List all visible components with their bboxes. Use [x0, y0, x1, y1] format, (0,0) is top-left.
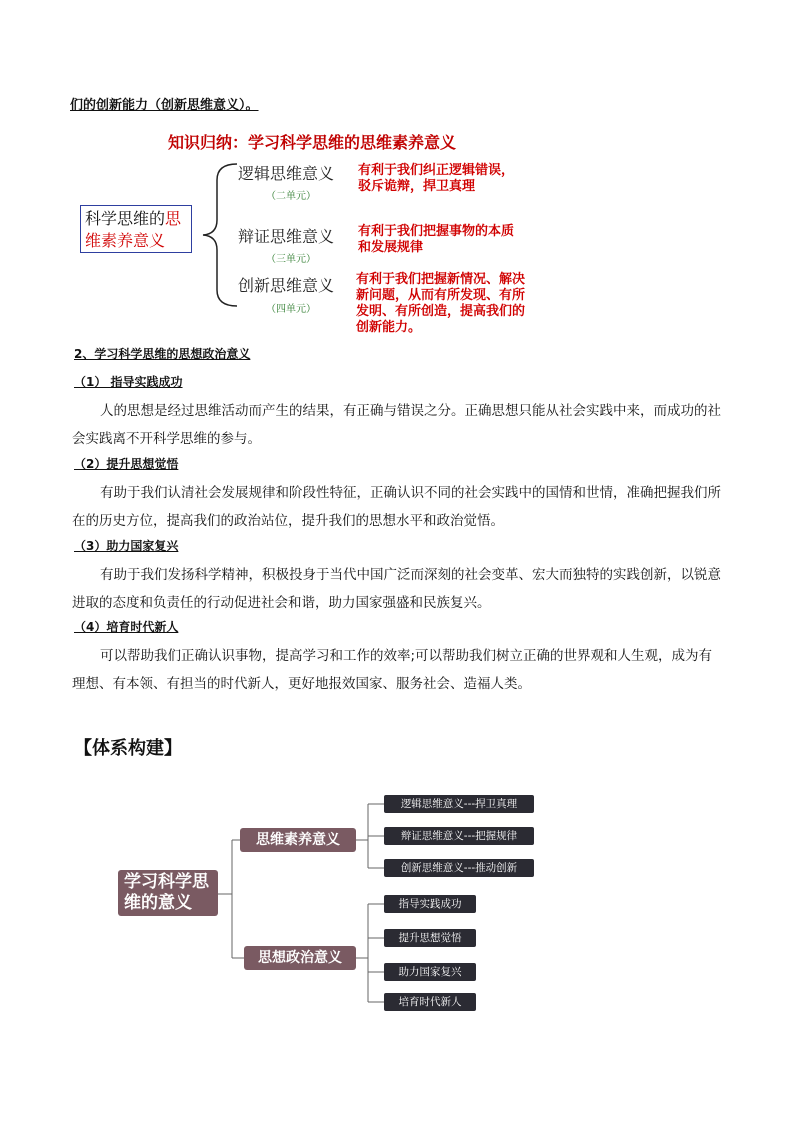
section2-para-1: 人的思想是经过思维活动而产生的结果，有正确与错误之分。正确思想只能从社会实践中来，而成功的社会实践离不开科学思维的参与。: [72, 403, 721, 447]
branch-desc-dialectic: [358, 224, 514, 256]
desc-line: 有利于我们纠正逻辑错误，: [358, 163, 515, 178]
mindmap-leaf: 培育时代新人: [384, 993, 476, 1011]
branch-unit-logic: （二单元）: [266, 191, 316, 202]
mindmap-leaf: 逻辑思维意义---捍卫真理: [384, 795, 534, 813]
mindmap-leaf: 辩证思维意义---把握规律: [384, 827, 534, 845]
desc-line: 驳斥诡辩，捍卫真理: [358, 179, 476, 194]
section2-heading: 2、学习科学思维的思想政治意义: [74, 347, 251, 361]
section2-para-3: 有助于我们发扬科学精神，积极投身于当代中国广泛而深刻的社会变革、宏大而独特的实践创新，以锐意进取的态度和负责任的行动促进社会和谐，助力国家强盛和民族复兴。: [72, 567, 721, 611]
section2-sub-2: （2）提升思想觉悟: [74, 457, 179, 471]
branch-label-logic: 逻辑思维意义: [238, 164, 335, 183]
section2-sub-1: （1） 指导实践成功: [74, 375, 183, 389]
root-text-b: 思: [165, 209, 182, 228]
mindmap-leaf: 助力国家复兴: [384, 963, 476, 981]
branch-unit-dialectic: （三单元）: [266, 254, 316, 265]
section2-sub-3: （3）助力国家复兴: [74, 539, 179, 553]
section2-sub-4: （4）培育时代新人: [74, 620, 179, 634]
knowledge-root-box: [80, 205, 192, 253]
desc-line: 创新能力。: [356, 320, 422, 335]
knowledge-title: 知识归纳：学习科学思维的思维素养意义: [168, 133, 457, 152]
branch-unit-innovation: （四单元）: [266, 304, 316, 315]
desc-line: 新问题，从而有所发现、有所: [356, 288, 526, 303]
branch-desc-logic: [358, 163, 514, 195]
mindmap-root: 学习科学思维的意义: [118, 870, 218, 916]
mindmap-mid-political: 思想政治意义: [244, 946, 356, 970]
branch-label-dialectic: 辩证思维意义: [238, 227, 335, 246]
desc-line: 有利于我们把握事物的本质: [358, 224, 515, 239]
desc-line: 有利于我们把握新情况、解决: [356, 272, 526, 287]
mindmap-mid-thinking: 思维素养意义: [240, 828, 356, 852]
desc-line: 发明、有所创造，提高我们的: [356, 304, 526, 319]
section2-para-4: 可以帮助我们正确认识事物，提高学习和工作的效率;可以帮助我们树立正确的世界观和人生观，成为有理想、有本领、有担当的时代新人，更好地报效国家、服务社会、造福人类。: [72, 648, 713, 692]
root-text-c: 维素养意义: [85, 231, 166, 250]
mindmap-leaf: 创新思维意义---推动创新: [384, 859, 534, 877]
branch-label-innovation: 创新思维意义: [238, 276, 335, 295]
root-text-a: 科学思维的: [85, 209, 166, 228]
top-line: 们的创新能力（创新思维意义）。: [70, 98, 259, 113]
section2-para-2: 有助于我们认清社会发展规律和阶段性特征，正确认识不同的社会实践中的国情和世情，准确把握我们所在的历史方位，提高我们的政治站位，提升我们的思想水平和政治觉悟。: [72, 485, 721, 529]
mindmap-leaf: 提升思想觉悟: [384, 929, 476, 947]
mindmap-leaf: 指导实践成功: [384, 895, 476, 913]
branch-desc-innovation: [356, 272, 525, 336]
system-title: 【体系构建】: [74, 738, 182, 759]
desc-line: 和发展规律: [358, 240, 424, 255]
